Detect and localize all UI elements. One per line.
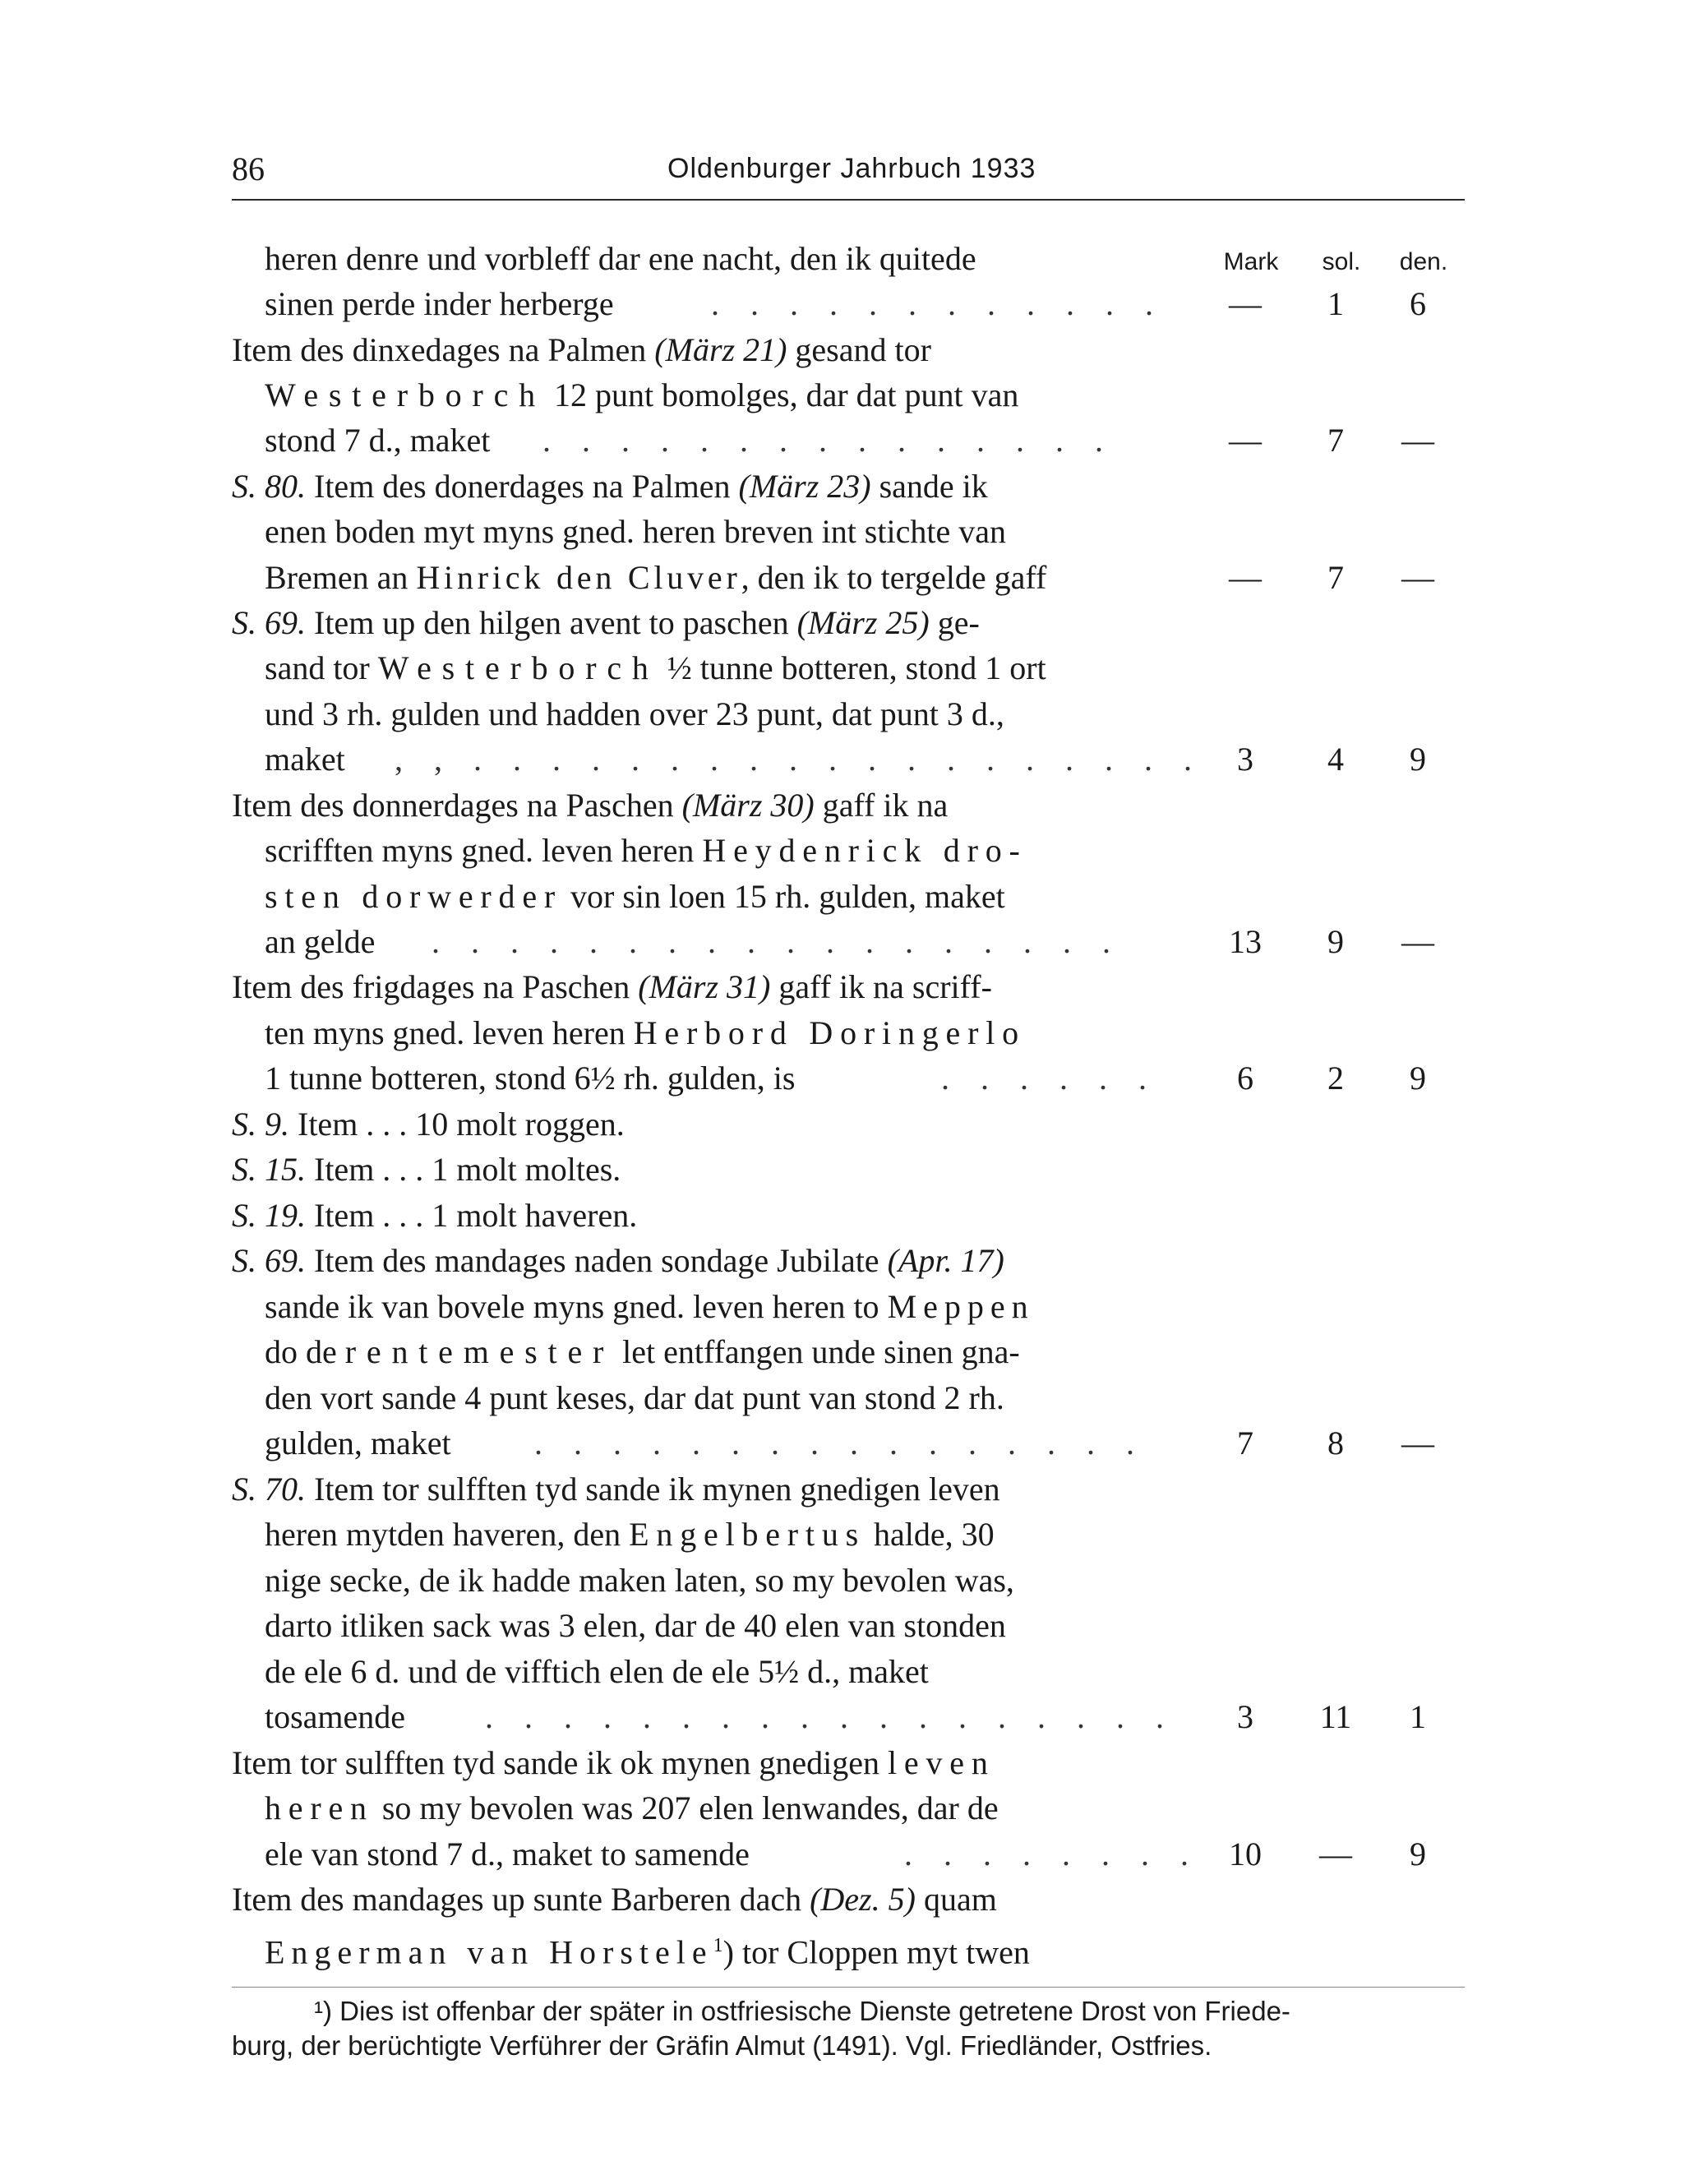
page-number: 86: [232, 150, 265, 187]
amount-den: —: [1401, 1424, 1434, 1461]
leader-dots: . . . . . . . . . . . .: [711, 285, 1165, 322]
line-text: tosamende: [265, 1698, 406, 1735]
line-text: Item up den hilgen avent to paschen: [306, 604, 797, 641]
text-line: [0, 1603, 1708, 1649]
text-line: [0, 1558, 1708, 1604]
text-line: [0, 1010, 1708, 1056]
line-text: maket: [265, 741, 345, 778]
line-text: 1 tunne botteren, stond 6½ rh. gulden, is: [265, 1060, 796, 1097]
entry-line: [0, 1055, 1708, 1101]
line-text: ge-: [929, 604, 980, 641]
amount-den: 9: [1410, 1835, 1426, 1872]
line-text: sand tor: [265, 649, 378, 686]
source-ref: S. 80.: [232, 468, 306, 505]
line-text: gulden, maket: [265, 1424, 451, 1461]
amount-mark: 3: [1237, 741, 1253, 778]
text-line: [0, 600, 1708, 646]
entry-line: [0, 736, 1708, 783]
spaced-name: Westerborch: [377, 649, 659, 686]
spaced-name: Westerborch: [265, 376, 546, 413]
text-line: [0, 1375, 1708, 1421]
text-line: [0, 1740, 1708, 1786]
amount-den: —: [1401, 559, 1434, 596]
line-text: gaff ik na: [814, 787, 949, 824]
entry-line: [0, 281, 1708, 327]
spaced-name: Heydenrick dro-: [702, 832, 1027, 869]
page-header: [232, 150, 1465, 191]
amount-sol: 7: [1327, 559, 1344, 596]
line-text: Item tor sulfften tyd sande ik ok mynen gnedigen: [232, 1744, 888, 1781]
text-line: [0, 645, 1708, 691]
source-ref: S. 70.: [232, 1471, 306, 1508]
spaced-name: leven: [888, 1744, 995, 1781]
text-line: [0, 1466, 1708, 1512]
line-text: stond 7 d., maket: [265, 422, 491, 459]
line-text: ) tor Cloppen myt twen: [722, 1933, 1030, 1971]
source-ref: S. 69.: [232, 1242, 306, 1279]
line-text: de ele 6 d. und de vifftich elen de ele 5½ d., maket: [265, 1653, 929, 1690]
text-line: [0, 964, 1708, 1010]
amount-mark: 3: [1237, 1698, 1253, 1735]
line-text: heren mytden haveren, den: [265, 1516, 630, 1553]
date-annotation: (März 25): [796, 604, 930, 641]
footnote-line: burg, der berüchtigte Verführer der Gräfin Almut (1491). Vgl. Friedländer, Ostfries.: [232, 2030, 1212, 2061]
leader-dots: , , . . . . . . . . . . . . . . . . . . .: [395, 741, 1203, 778]
line-text: Item des donnerdages na Paschen: [232, 787, 682, 824]
amount-den: 9: [1410, 1060, 1426, 1097]
spaced-name: rentemester: [344, 1333, 615, 1370]
line-text: vor sin loen 15 rh. gulden, maket: [562, 878, 1005, 915]
amount-den: 6: [1410, 285, 1426, 322]
line-text: heren denre und vorbleff dar ene nacht, den ik quitede: [265, 240, 976, 277]
line-text: Bremen an: [265, 559, 417, 596]
amount-den: 1: [1410, 1698, 1426, 1735]
amount-mark: —: [1229, 422, 1262, 459]
line-text: scrifften myns gned. leven heren: [265, 832, 703, 869]
footnote-line: ¹) Dies ist offenbar der später in ostfriesische Dienste getretene Drost von Friede-: [314, 1996, 1290, 2026]
amount-sol: 8: [1327, 1424, 1344, 1461]
text-line: [0, 1877, 1708, 1923]
entry-line: [0, 1831, 1708, 1877]
spaced-name: Hinrick den Cluver: [416, 559, 741, 596]
line-text: gaff ik na scriff-: [770, 968, 992, 1005]
line-text: do de: [265, 1333, 345, 1370]
header-rule: [232, 199, 1465, 201]
line-text: sinen perde inder herberge: [265, 285, 614, 322]
running-title: Oldenburger Jahrbuch 1933: [667, 153, 1036, 184]
line-text: Item des donerdages na Palmen: [306, 468, 739, 505]
text-line: [0, 691, 1708, 737]
line-text: Item . . . 10 molt roggen.: [289, 1106, 625, 1143]
footnote-marker: 1: [713, 1935, 723, 1956]
line-text: darto itliken sack was 3 elen, dar de 40 elen van stonden: [265, 1607, 1006, 1644]
line-text: quam: [915, 1881, 997, 1918]
line-text: und 3 rh. gulden und hadden over 23 punt, dat punt 3 d.,: [265, 695, 1004, 732]
text-line: [0, 1101, 1708, 1147]
line-text: enen boden myt myns gned. heren breven int stichte van: [265, 513, 1006, 550]
amount-mark: 10: [1229, 1835, 1262, 1872]
amount-mark: 7: [1237, 1424, 1253, 1461]
line-text: halde, 30: [866, 1516, 995, 1553]
amount-sol: 9: [1327, 923, 1344, 960]
line-text: nige secke, de ik hadde maken laten, so my bevolen was,: [265, 1562, 1014, 1599]
amount-den: —: [1401, 923, 1434, 960]
amount-sol: 2: [1327, 1060, 1344, 1097]
entry-line: [0, 919, 1708, 965]
amount-sol: 11: [1319, 1698, 1352, 1735]
amount-mark: 6: [1237, 1060, 1253, 1097]
entry-line: [0, 1420, 1708, 1466]
text-line: [0, 783, 1708, 829]
line-text: an gelde: [265, 923, 376, 960]
line-text: Item tor sulfften tyd sande ik mynen gnedigen leven: [306, 1471, 1000, 1508]
text-line: [0, 1147, 1708, 1193]
amount-den: 9: [1410, 741, 1426, 778]
amount-mark: —: [1229, 559, 1262, 596]
text-line: [0, 372, 1708, 418]
text-line: [0, 828, 1708, 874]
text-line: [0, 1649, 1708, 1695]
text-line: [0, 464, 1708, 510]
leader-dots: . . . . . .: [941, 1060, 1158, 1097]
line-text: let entffangen unde sinen gna-: [614, 1333, 1020, 1370]
column-head-sol: sol.: [1322, 248, 1361, 275]
line-text: ten myns gned. leven heren: [265, 1014, 634, 1051]
amount-sol: —: [1319, 1835, 1352, 1872]
date-annotation: (März 30): [681, 787, 815, 824]
line-text: sande ik van bovele myns gned. leven heren to: [265, 1288, 888, 1325]
line-text: den vort sande 4 punt keses, dar dat punt van stond 2 rh.: [265, 1379, 1004, 1416]
line-text: ½ tunne botteren, stond 1 ort: [658, 649, 1046, 686]
line-text: Item . . . 1 molt moltes.: [306, 1151, 621, 1188]
text-line: [0, 874, 1708, 920]
amount-sol: 1: [1327, 285, 1344, 322]
line-text: sande ik: [870, 468, 988, 505]
line-text: gesand tor: [787, 331, 931, 368]
text-line: [0, 1238, 1708, 1284]
entry-line: [0, 1694, 1708, 1740]
entry-line: [0, 555, 1708, 601]
date-annotation: (Apr. 17): [887, 1242, 1004, 1279]
source-ref: S. 9.: [232, 1106, 289, 1143]
footnote-rule: [232, 1987, 1465, 1988]
text-line: [0, 1512, 1708, 1558]
entry-line: [0, 418, 1708, 464]
column-head-mark: Mark: [1223, 248, 1279, 275]
spaced-name: Engerman van Horstele: [265, 1933, 713, 1971]
source-ref: S. 69.: [232, 604, 306, 641]
leader-dots: . . . . . . . . . . . . . . . . . .: [432, 923, 1122, 960]
line-text: Item des frigdages na Paschen: [232, 968, 639, 1005]
amount-mark: 13: [1229, 923, 1262, 960]
line-text: Item . . . 1 molt haveren.: [306, 1197, 638, 1234]
text-line: [0, 1193, 1708, 1239]
column-head-den: den.: [1399, 248, 1448, 275]
amount-mark: —: [1229, 285, 1262, 322]
source-ref: S. 15.: [232, 1151, 306, 1188]
leader-dots: . . . . . . . .: [904, 1835, 1200, 1872]
text-line: [0, 1923, 1708, 1969]
amount-den: —: [1401, 422, 1434, 459]
date-annotation: (März 23): [738, 468, 871, 505]
line-text: Item des mandages up sunte Barberen dach: [232, 1881, 810, 1918]
date-annotation: (März 21): [654, 331, 787, 368]
spaced-name: sten dorwerder: [265, 878, 562, 915]
text-line: [0, 236, 1708, 282]
text-line: [0, 509, 1708, 555]
line-text: Item des mandages naden sondage Jubilate: [306, 1242, 888, 1279]
text-line: [0, 1329, 1708, 1375]
line-text: 12 punt bomolges, dar dat punt van: [545, 376, 1019, 413]
text-line: [0, 1785, 1708, 1831]
leader-dots: . . . . . . . . . . . . . . . .: [534, 1424, 1146, 1461]
text-line: [0, 1284, 1708, 1330]
spaced-name: heren: [265, 1789, 374, 1826]
date-annotation: (März 31): [638, 968, 771, 1005]
spaced-name: Engelbertus: [629, 1516, 866, 1553]
spaced-name: Herbord Doringerlo: [633, 1014, 1026, 1051]
leader-dots: . . . . . . . . . . . . . . . . . .: [485, 1698, 1175, 1735]
spaced-name: Meppen: [887, 1288, 1035, 1325]
leader-dots: . . . . . . . . . . . . . . .: [542, 422, 1115, 459]
line-text: so my bevolen was 207 elen lenwandes, dar de: [373, 1789, 999, 1826]
line-text: ele van stond 7 d., maket to samende: [265, 1835, 750, 1872]
date-annotation: (Dez. 5): [810, 1881, 916, 1918]
amount-sol: 7: [1327, 422, 1344, 459]
line-text: , den ik to tergelde gaff: [741, 559, 1047, 596]
amount-sol: 4: [1327, 741, 1344, 778]
source-ref: S. 19.: [232, 1197, 306, 1234]
line-text: Item des dinxedages na Palmen: [232, 331, 655, 368]
text-line: [0, 327, 1708, 373]
